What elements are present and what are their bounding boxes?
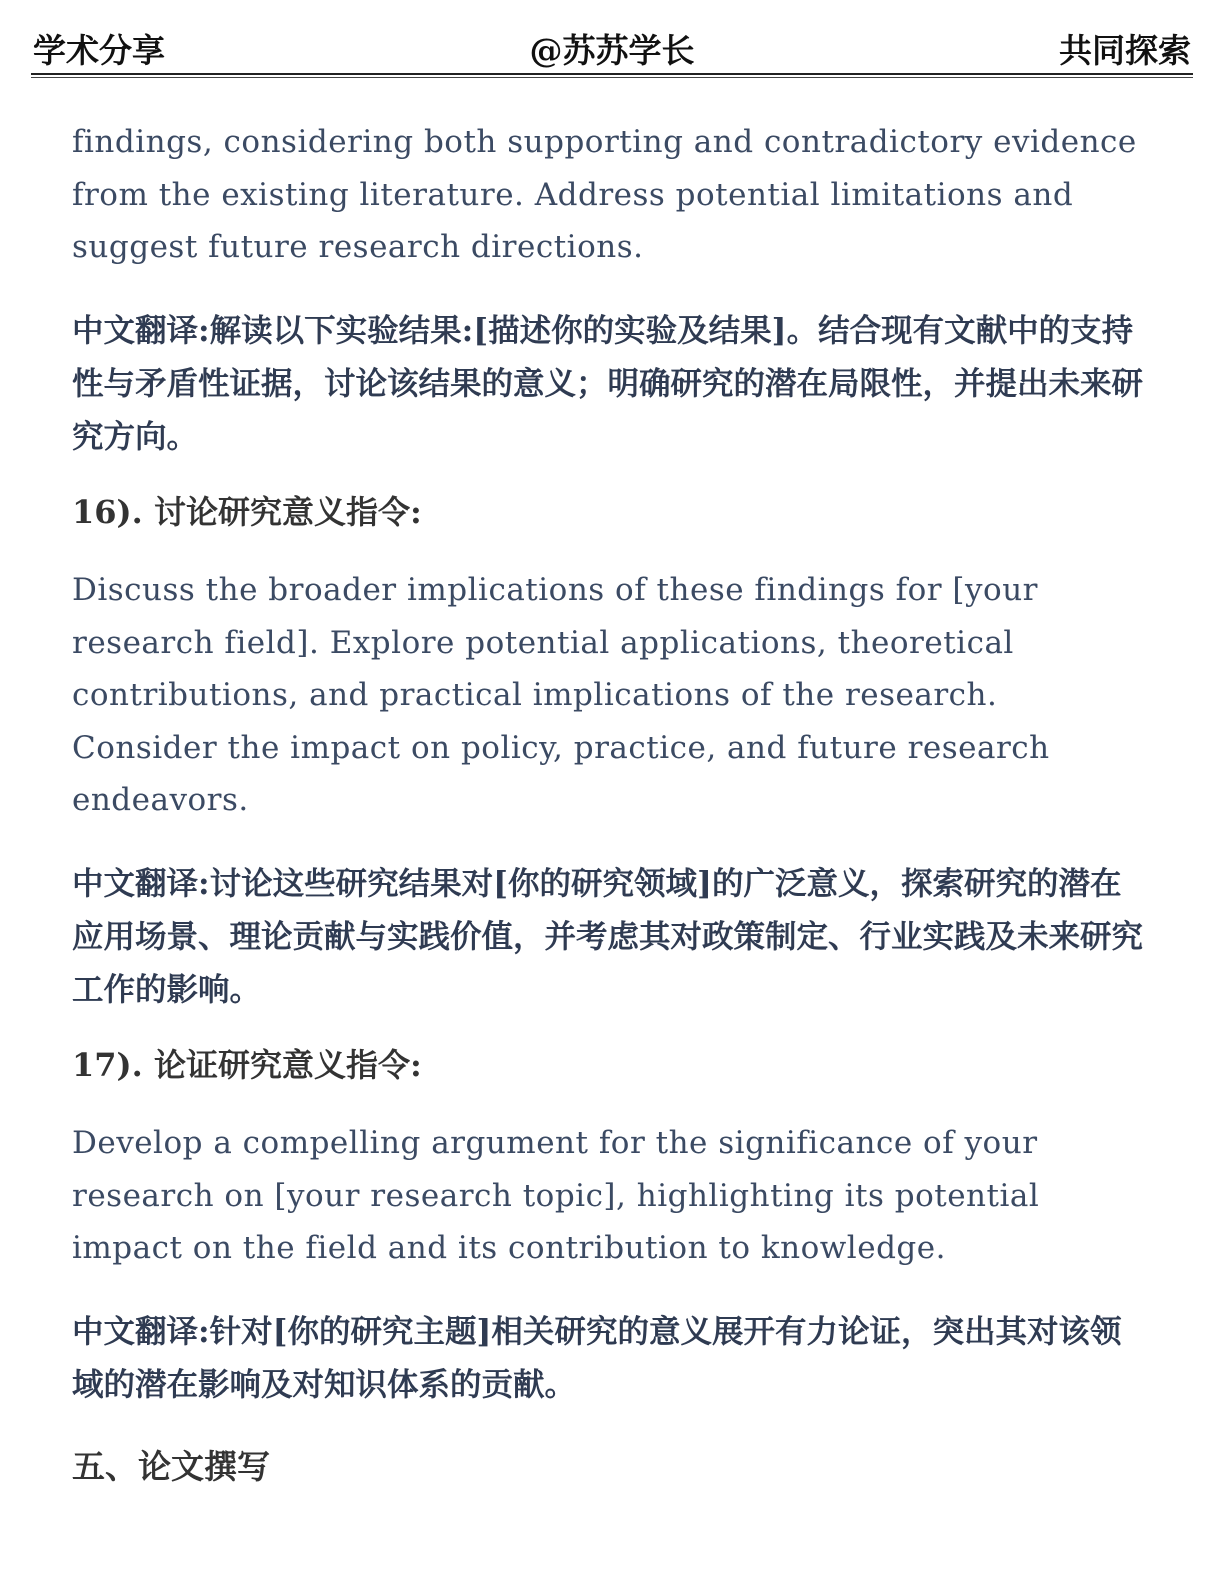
header-divider-thin [31, 77, 1193, 78]
header-right-label: 共同探索 [1059, 31, 1191, 70]
paragraph-zh-16: 中文翻译:讨论这些研究结果对[你的研究领域]的广泛意义，探索研究的潜在应用场景、理论贡献与实践价值，并考虑其对政策制定、行业实践及未来研究工作的影响。 [72, 865, 1144, 1008]
paragraph-en-16: Discuss the broader implications of these findings for [your research field]. Explore potential applications, theoretical contributions, and practical implications of the research. Consider the impact on policy, practice, and future research endeavors. [72, 572, 1050, 818]
section-heading-17: 17). 论证研究意义指令: [72, 1046, 422, 1084]
chapter-heading: 五、论文撰写 [72, 1447, 270, 1486]
paragraph-en-17: Develop a compelling argument for the significance of your research on [your research topic], highlighting its potential impact on the field and its contribution to knowledge. [72, 1125, 1040, 1266]
header-divider [31, 73, 1193, 75]
header-left-label: 学术分享 [33, 31, 165, 70]
paragraph-zh-translation: 中文翻译:解读以下实验结果:[描述你的实验及结果]。结合现有文献中的支持性与矛盾性证据，讨论该结果的意义；明确研究的潜在局限性，并提出未来研究方向。 [72, 312, 1144, 455]
section-heading-16: 16). 讨论研究意义指令: [72, 493, 422, 531]
paragraph-en-continued: findings, considering both supporting and contradictory evidence from the existing literature. Address potential limitations and suggest future research directions. [72, 124, 1137, 265]
header-author-handle: @苏苏学长 [529, 31, 695, 70]
page-header [31, 27, 1193, 77]
paragraph-zh-17: 中文翻译:针对[你的研究主题]相关研究的意义展开有力论证，突出其对该领域的潜在影响及对知识体系的贡献。 [72, 1313, 1122, 1403]
